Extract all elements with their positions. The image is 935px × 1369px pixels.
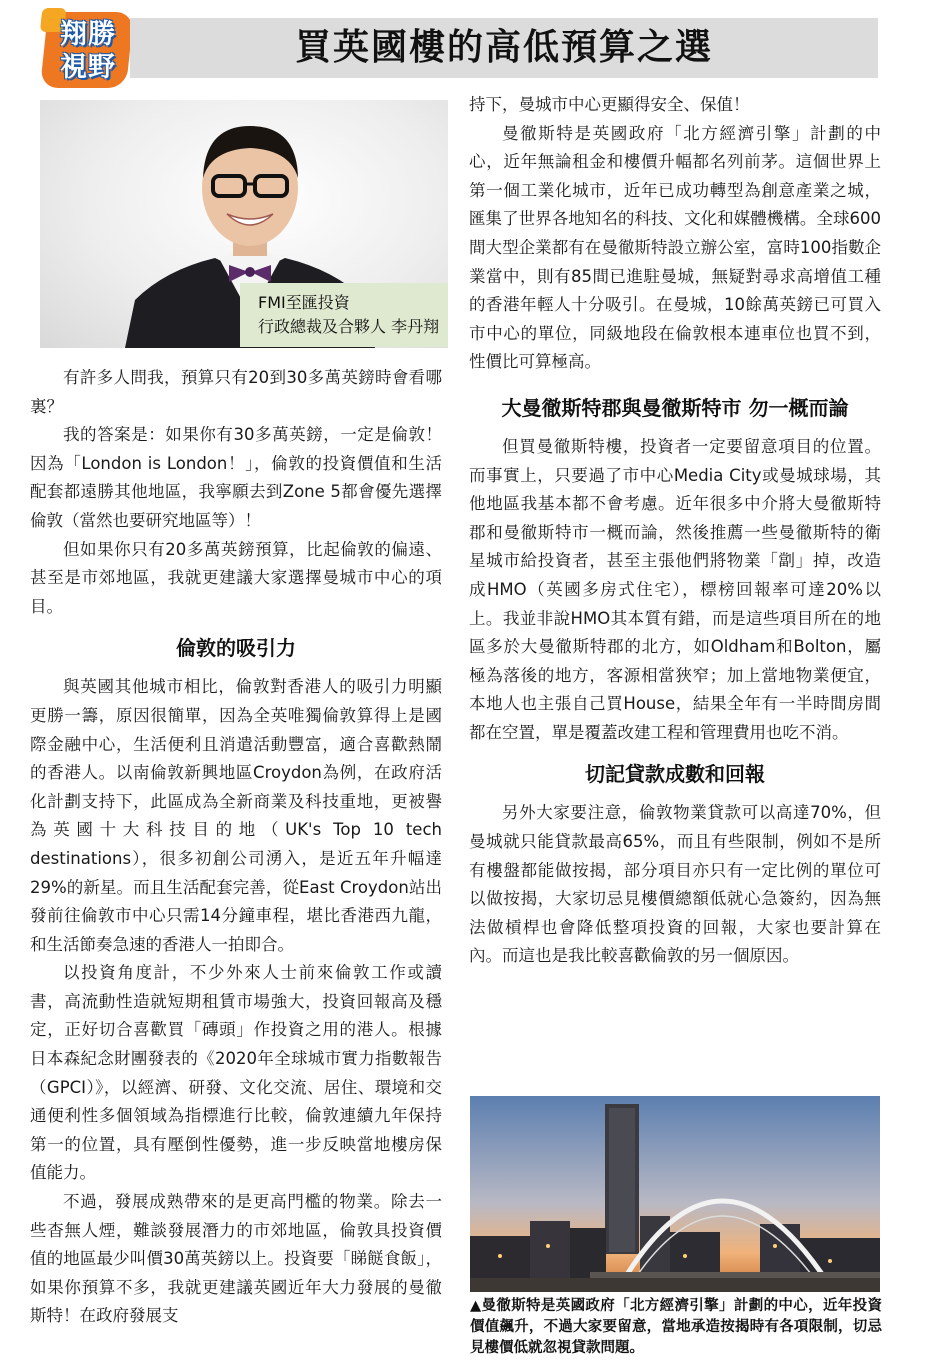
author-portrait (40, 100, 448, 348)
author-caption (240, 283, 448, 347)
paragraph: 曼徹斯特是英國政府「北方經濟引擎」計劃的中心，近年無論租金和樓價升幅都名列前茅。這個世界上第一個工業化城市，近年已成功轉型為創意產業之城，匯集了世界各地知名的科技、文化和媒體機構。全球600間大型企業都有在曼徹斯特設立辦公室，富時100指數企業當中，則有85間已進駐曼城，無疑對尋求高增值工種的香港年輕人十分吸引。在曼城，10餘萬英鎊已可買入市中心的單位，同級地段在倫敦根本連車位也買不到，性價比可算極高。 (469, 123, 881, 372)
section-heading: 大曼徹斯特郡與曼徹斯特市 勿一概而論 (501, 395, 849, 420)
city-skyline-illustration (470, 1096, 880, 1292)
paragraph: 以投資角度計，不少外來人士前來倫敦工作或讀書，高流動性造就短期租賃市場強大，投資回報高及穩定，正好切合喜歡買「磚頭」作投資之用的港人。根據日本森紀念財團發表的《2020年全球城市實力指數報告（GPCI）》，以經濟、研發、文化交流、居住、環境和交通便利性多個領域為指標進行比較，倫敦連續九年保持第一的位置，具有壓倒性優勢，進一步反映當地樓房保值能力。 (30, 963, 442, 1183)
paragraph: 與英國其他城市相比，倫敦對香港人的吸引力明顯更勝一籌，原因很簡單，因為全英唯獨倫敦算得上是國際金融中心，生活便利且消遣活動豐富，適合喜歡熱鬧的香港人。以南倫敦新興地區Croydon為例，在政府活化計劃支持下，此區成為全新商業及科技重地，更被譽為英國十大科技目的地（UK's Top 10 tech destinations），很多初創公司湧入，是近五年升幅達29%的新星。而且生活配套完善，從East Croydon站出發前往倫敦市中心只需14分鐘車程，堪比香港西九龍，和生活節奏急速的香港人一拍即合。 (30, 677, 442, 954)
paragraph: 但如果你只有20多萬英鎊預算，比起倫敦的偏遠、甚至是市郊地區，我就更建議大家選擇曼城市中心的項目。 (30, 539, 442, 616)
author-role-name: 行政總裁及合夥人 李丹翔 (258, 317, 440, 336)
paragraph: 另外大家要注意，倫敦物業貸款可以高達70%，但曼城就只能貸款最高65%，而且有些限制，例如不是所有樓盤都能做按揭，部分項目亦只有一定比例的單位可以做按揭，大家切忌見樓價總額低就心急簽約，因為無法做槓桿也會降低整項投資的回報，大家也要計算在內。而這也是我比較喜歡倫敦的另一個原因。 (469, 803, 881, 966)
author-company: FMI至匯投資 (258, 293, 350, 312)
photo-caption: ▲曼徹斯特是英國政府「北方經濟引擎」計劃的中心，近年投資價值飆升，不過大家要留意，當地承造按揭時有各項限制，切忌見樓價低就忽視貸款問題。 (470, 1298, 882, 1356)
page-title: 買英國樓的高低預算之選 (294, 27, 713, 68)
title-bar (130, 18, 878, 78)
article-left-column (30, 364, 442, 1331)
section-heading: 切記貸款成數和回報 (585, 762, 765, 787)
section-heading: 倫敦的吸引力 (176, 636, 296, 661)
column-logo (40, 8, 132, 90)
paragraph: 但買曼徹斯特樓，投資者一定要留意項目的位置。而事實上，只要過了市中心Media City或曼城球場，其他地區我基本都不會考慮。近年很多中介將大曼徹斯特郡和曼徹斯特市一概而論，然後推薦一些曼徹斯特的衛星城市給投資者，甚至主張他們將物業「劏」掉，改造成HMO（英國多房式住宅），標榜回報率可達20%以上。我並非說HMO其本質有錯，而是這些項目所在的地區多於大曼徹斯特郡的北方，如Oldham和Bolton，屬極為落後的地方，客源相當狹窄；加上當地物業便宜，本地人也主張自己買House，結果全年有一半時間房間都在空置，單是覆蓋改建工程和管理費用也吃不消。 (469, 436, 881, 742)
paragraph: 我的答案是：如果你有30多萬英鎊，一定是倫敦！因為「London is London！」，倫敦的投資價值和生活配套都遠勝其他地區，我寧願去到Zone 5都會優先選擇倫敦（當然也要研究地區等）！ (30, 425, 442, 530)
logo-text: 翔勝視野 (60, 19, 116, 83)
manchester-photo (470, 1096, 880, 1292)
paragraph-continued: 持下，曼城市中心更顯得安全、保值！ (469, 95, 750, 114)
article-right-column (469, 91, 881, 971)
paragraph: 不過，發展成熟帶來的是更高門檻的物業。除去一些杳無人煙，難談發展潛力的市郊地區，倫敦具投資價值的地區最少叫價30萬英鎊以上。投資要「睇餸食飯」，如果你預算不多，我就更建議英國近年大力發展的曼徹斯特！在政府發展支 (30, 1192, 442, 1326)
paragraph: 有許多人問我，預算只有20到30多萬英鎊時會看哪裏？ (30, 368, 442, 416)
